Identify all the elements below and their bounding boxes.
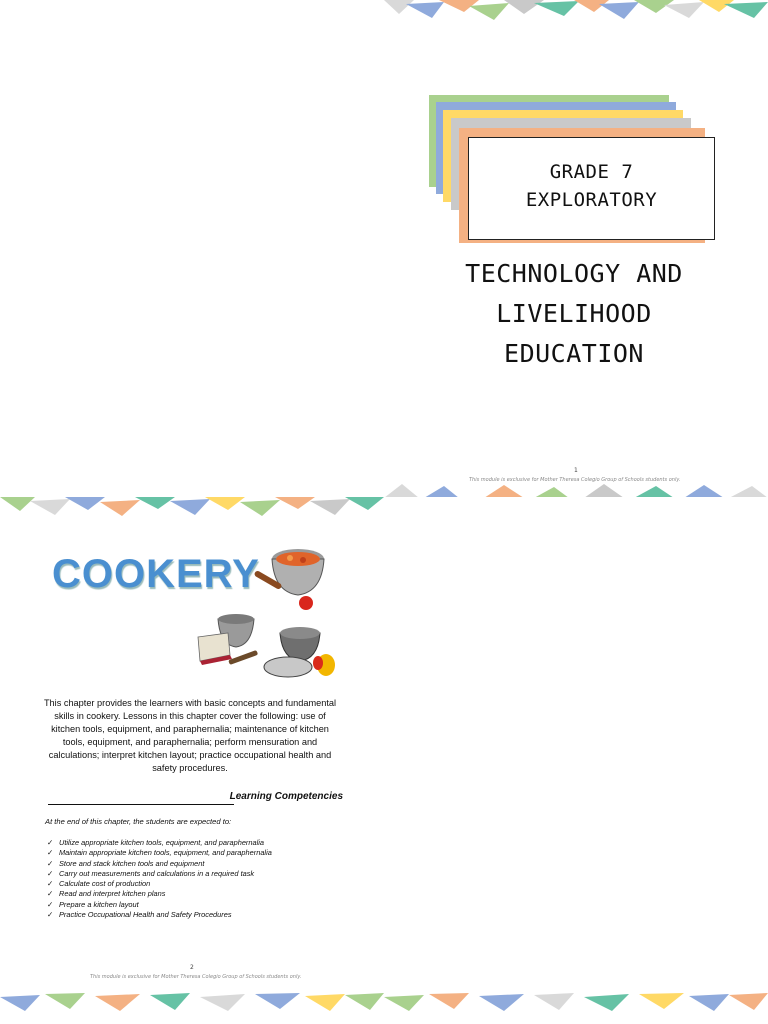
list-item: ✓ Store and stack kitchen tools and equipment [47,858,205,868]
list-item: ✓ Read and interpret kitchen plans [47,889,166,899]
check-icon: ✓ [47,889,54,899]
competencies-list [47,838,272,920]
cookery-page [0,497,384,1024]
list-item: ✓ Utilize appropriate kitchen tools, equipment, and paraphernalia [47,838,265,847]
footer-note: This module is exclusive for Mother Theresa Colegio Group of Schools students only. [90,974,302,980]
top-decorative-band [384,0,768,22]
subject-title-line-1: TECHNOLOGY AND [465,259,683,288]
cookery-heading: COOKERY [52,552,260,596]
page-number: 1 [574,467,578,474]
check-icon: ✓ [47,899,54,909]
bottom-decorative-band-right [384,991,768,1013]
exploratory-label: EXPLORATORY [525,189,658,211]
bottom-decorative-band [0,991,384,1013]
footer-note: This module is exclusive for Mother Theresa Colegio Group of Schools students only. [469,477,681,483]
list-item: ✓ Carry out measurements and calculations in a required task [47,868,255,878]
subject-title-line-2: LIVELIHOOD [496,299,652,328]
check-icon: ✓ [47,910,54,920]
grade-title-box [468,137,715,240]
list-item: ✓ Calculate cost of production [47,879,151,889]
learning-competencies-heading: Learning Competencies [229,791,343,802]
subject-title-line-3: EDUCATION [504,339,644,368]
grade-label: GRADE 7 [549,161,634,183]
list-item: ✓ Maintain appropriate kitchen tools, equipment, and paraphernalia [47,848,272,858]
check-icon: ✓ [47,858,54,868]
bottom-decorative-band [384,476,768,497]
check-icon: ✓ [47,838,54,847]
cover-page [384,0,768,497]
cooking-clipart [188,537,338,687]
check-icon: ✓ [47,848,54,858]
subject-title [424,254,724,374]
check-icon: ✓ [47,868,54,878]
list-item: ✓ Prepare a kitchen layout [47,899,139,909]
top-decorative-band [0,497,384,519]
check-icon: ✓ [47,879,54,889]
blank-page-right [384,497,768,1024]
blank-page-left [0,0,384,497]
list-item: ✓ Practice Occupational Health and Safety Procedures [47,910,232,920]
competencies-underline [48,804,234,805]
competencies-intro: At the end of this chapter, the students are expected to: [45,817,232,826]
chapter-intro: This chapter provides the learners with basic concepts and fundamental skills in cookery. Lessons in this chapter cover the following: use of kitchen tools, equipment, and paraphernalia; maintenance of kitchen tools, equipment, and paraphernalia; perform mensuration and calculations; interpret kitchen layout; practice occupational health and safety procedures. [43,698,337,773]
page-number: 2 [190,964,194,971]
